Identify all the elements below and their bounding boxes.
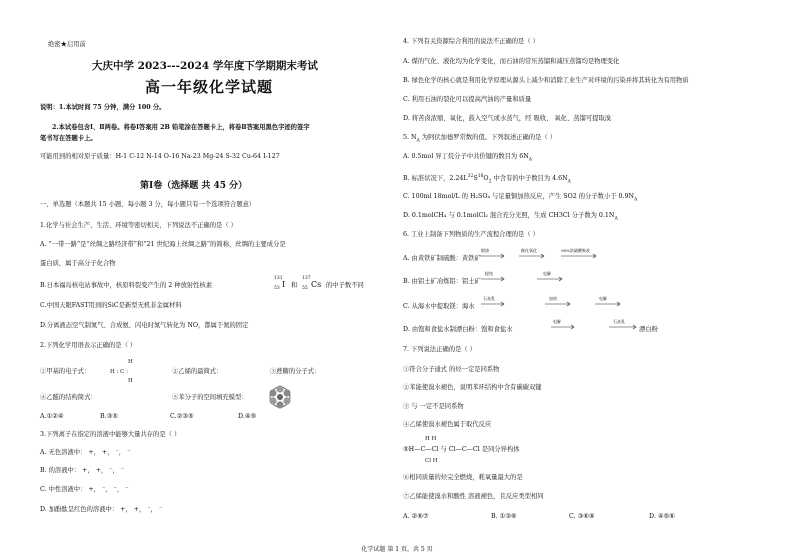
q2-option-a: A.①②④ bbox=[40, 413, 64, 420]
q7-structure-middle: H—C—Cl 与 Cl—C—Cl 是同分异构体 bbox=[408, 446, 520, 453]
q1-option-b-text: B.日本福岛核电站事故中，核原料裂变产生的 2 种放射性核素 bbox=[40, 282, 213, 289]
q5-sub-a: A bbox=[416, 138, 420, 144]
instruction-line-3: 笔书写在答题卡上。 bbox=[40, 135, 97, 142]
q7-option-a: A. ②⑥⑦ bbox=[403, 513, 429, 520]
methyl-electron-formula: H : C : bbox=[110, 369, 128, 375]
q4-option-a: A. 煤的气化、液化均为化学变化，而石油的常压蒸馏和减压蒸馏均是物理变化 bbox=[403, 58, 620, 65]
q4-option-c: C. 利用石油的裂化可以提高汽油的产量和质量 bbox=[403, 96, 532, 103]
q6b-arrow-label-1: 提纯 bbox=[485, 271, 493, 276]
q6c-arrows bbox=[479, 301, 629, 307]
q5b-sulfur: S bbox=[473, 175, 478, 183]
q1-option-d: D.分离液态空气制氮气、合成氨、闪电时氮气转化为 NO，都属于氮的固定 bbox=[40, 322, 249, 329]
section-1-heading: 第Ⅰ卷（选择题 共 45 分） bbox=[140, 181, 248, 191]
q1-option-a-line1: A. “一带一路”是“丝绸之路经济带”和“21 世纪海上丝绸之路”的简称，丝绸的主要成分是 bbox=[40, 241, 286, 248]
q3-option-c: C. 中性溶液中： +， ⁻， ⁻， ⁻ bbox=[40, 486, 129, 493]
instruction-line-2: 2.本试卷包含Ⅰ、Ⅱ两卷。将卷Ⅰ答案用 2B 铅笔涂在答题卡上，将卷Ⅱ答案用黑色字迹的签字 bbox=[52, 124, 310, 131]
question-7: 7. 下列说法正确的是（ ） bbox=[403, 346, 476, 353]
benzene-space-filling-model bbox=[266, 384, 294, 410]
q3-option-d: D. 加酚酞呈红色的溶液中： +， +， ⁻， ⁻ bbox=[40, 506, 163, 513]
iodine-symbol: I bbox=[282, 280, 286, 289]
q2-option-c: C.②③⑤ bbox=[170, 413, 194, 420]
q2-item-2: ②乙烯的最简式： bbox=[172, 368, 223, 375]
instruction-line-1: 说明：1.本试时间 75 分钟，满分 100 分。 bbox=[40, 104, 166, 111]
q6-option-d: D. 由饱和食盐水制漂白粉：饱和食盐水 bbox=[403, 326, 513, 333]
page-footer: 化学试题 第 1 页，共 5 页 bbox=[361, 546, 433, 553]
q5b-sub-a: A bbox=[567, 179, 571, 185]
q6c-arrow-label-3: 电解 bbox=[599, 296, 607, 301]
q5c-sub: A bbox=[634, 197, 638, 203]
q7-structure-top: H H bbox=[425, 436, 437, 442]
q7-item-6: ⑥相同质量的烃完全燃烧，耗氧量最大的是 bbox=[403, 474, 523, 481]
q5a-text: A. 0.5mol 异丁烷分子中共价键的数目为 6N bbox=[403, 153, 529, 160]
q2-item-1: ①甲基的电子式： bbox=[40, 368, 91, 375]
school-exam-title: 大庆中学 2023---2024 学年度下学期期末考试 bbox=[92, 60, 318, 72]
q6d-arrow-label-2: 石灰乳 bbox=[613, 319, 625, 324]
q5-option-d bbox=[403, 212, 618, 223]
q1-option-a-line2: 蛋白质，属于高分子化合物 bbox=[40, 260, 116, 267]
q6a-arrow-label-3: 98%浓硫酸吸收 bbox=[561, 248, 590, 253]
atomic-masses: 可能用到的相对原子质量：H-1 C-12 N-14 O-16 Na-23 Mg-24 S-32 Cu-64 I-127 bbox=[40, 153, 280, 160]
cesium-atomic-number: 55 bbox=[302, 286, 308, 291]
subject-title: 高一年级化学试题 bbox=[145, 78, 274, 96]
q6b-arrow-label-2: 电解 bbox=[543, 271, 551, 276]
q6-option-a: A. 由黄铁矿制硫酸：黄铁矿 bbox=[403, 255, 481, 262]
q2-option-d: D.④⑤ bbox=[238, 413, 257, 420]
cesium-mass-number: 137 bbox=[302, 276, 311, 281]
q5d-sub: A bbox=[614, 216, 618, 222]
q6b-arrows bbox=[479, 276, 579, 282]
methyl-h-top: H bbox=[128, 359, 133, 365]
q7-structure-bottom: Cl H bbox=[425, 458, 438, 464]
question-2: 2.下列化学用语表示正确的是（ ） bbox=[40, 342, 137, 349]
q3-option-a: A. 无色溶液中： +， +， ⁻， ⁻ bbox=[40, 449, 131, 456]
q5b-sup-18: 18 bbox=[477, 174, 484, 179]
q7-item-3: ③ 与 一定不是同系物 bbox=[403, 403, 464, 410]
q5-text: 为阿伏加德罗常数的值。下列叙述正确的是（ ） bbox=[419, 134, 557, 141]
q2-option-b: B.③⑤ bbox=[100, 413, 118, 420]
q7-item-4: ④乙烯使溴水褪色属于取代反应 bbox=[403, 421, 492, 428]
q3-option-b: B. 的溶液中： +， +， ⁻， ⁻ bbox=[40, 467, 125, 474]
iodine-atomic-number: 53 bbox=[274, 286, 280, 291]
q6d-arrow-label-1: 电解 bbox=[553, 319, 561, 324]
single-choice-heading: 一、单选题（本题共 15 小题，每小题 3 分，每小题只有一个选项符合题意） bbox=[40, 201, 256, 208]
q5c-text: C. 100ml 18mol/L 的 H₂SO₄ 与足量铜加热反应，产生 SO2 的分子数小于 0.9N bbox=[403, 193, 635, 200]
q7-option-b: B. ①③⑥ bbox=[491, 513, 517, 520]
question-1: 1.化学与社会生产、生活、环境等密切相关，下列说法不正确的是（ ） bbox=[40, 222, 237, 229]
q6a-arrows bbox=[477, 253, 607, 259]
q2-item-4: ④乙醛的结构简式： bbox=[40, 394, 97, 401]
q5-option-c bbox=[403, 193, 637, 204]
q1-option-c: C.中国天眼FAST用到的SiC是新型无机非金属材料 bbox=[40, 302, 182, 309]
q5d-text: D. 0.1molCH₄ 与 0.1molCl₂ 混合充分光照，生成 CH3Cl 分子数为 0.1N bbox=[403, 212, 615, 219]
confidential-mark: 绝密★启用前 bbox=[48, 41, 86, 48]
methyl-h-bottom: H bbox=[128, 378, 133, 384]
question-4: 4. 下列有关资源综合利用的说法不正确的是（ ） bbox=[403, 38, 539, 45]
q1b-and: 和 bbox=[291, 282, 298, 289]
q2-item-5: ⑤苯分子的空间填充模型： bbox=[172, 394, 248, 401]
q5-option-b bbox=[403, 173, 571, 186]
iodine-mass-number: 131 bbox=[274, 276, 283, 281]
q7-option-d: D. ④⑤⑥ bbox=[649, 513, 675, 520]
q7-item-5: ⑤H—C—Cl 与 Cl—C—Cl 是同分异构体 bbox=[403, 446, 520, 453]
cesium-symbol: Cs bbox=[311, 280, 322, 289]
q6d-arrows bbox=[549, 324, 649, 330]
q6c-arrow-label-2: 加热 bbox=[549, 296, 557, 301]
q5b-sup-32: 32 bbox=[467, 174, 474, 179]
q7-item-2: ②苯能使溴水褪色，说明苯环结构中含有碳碳双键 bbox=[403, 384, 542, 391]
q1b-ending: 的中子数不同 bbox=[326, 282, 364, 289]
q5b-text2: 中含有的中子数目为 4.6N bbox=[491, 175, 568, 183]
q2-item-3: ③蔗糖的分子式： bbox=[270, 368, 321, 375]
q4-option-d: D. 将苦卤浓缩、氧化，鼓入空气或水蒸气，经 吸收、 氧化、蒸馏可提取溴 bbox=[403, 115, 612, 122]
q6d-end-product: 漂白粉 bbox=[639, 326, 658, 333]
q5-prefix: 5. N bbox=[403, 134, 417, 141]
q7-option-c: C. ③⑥⑧ bbox=[569, 513, 595, 520]
question-3: 3.下列离子在指定的溶液中能够大量共存的是（ ） bbox=[40, 431, 181, 438]
q4-option-b: B. 绿色化学的核心就是利用化学原理从源头上减少和消除工业生产对环境的污染并将其转化为有用物质 bbox=[403, 77, 689, 84]
q6-option-c: C. 从海水中提取镁：海水 bbox=[403, 303, 475, 310]
q5a-sub: A bbox=[528, 157, 532, 163]
q6a-arrow-label-2: 催化氧化 bbox=[521, 248, 537, 253]
q6a-arrow-label-1: 煅烧 bbox=[481, 248, 489, 253]
q6-option-b: B. 由铝土矿冶炼铝：铝土矿 bbox=[403, 278, 481, 285]
q5b-sub-2: 2 bbox=[488, 179, 492, 185]
question-5 bbox=[403, 134, 556, 145]
q5-option-a bbox=[403, 153, 532, 164]
q5b-text1: B. 标准状况下，2.24L bbox=[403, 175, 468, 183]
q7-item-7: ⑦乙烯能使溴水和酸性 溶液褪色，且反应类型相同 bbox=[403, 493, 544, 500]
q6c-arrow-label-1: 石灰乳 bbox=[483, 296, 495, 301]
q5b-oxygen: O bbox=[483, 175, 489, 183]
q7-item-1: ①符合分子通式 的烃一定是同系物 bbox=[403, 366, 500, 373]
question-6: 6. 工业上制备下列物质的生产流程合理的是（ ） bbox=[403, 231, 539, 238]
